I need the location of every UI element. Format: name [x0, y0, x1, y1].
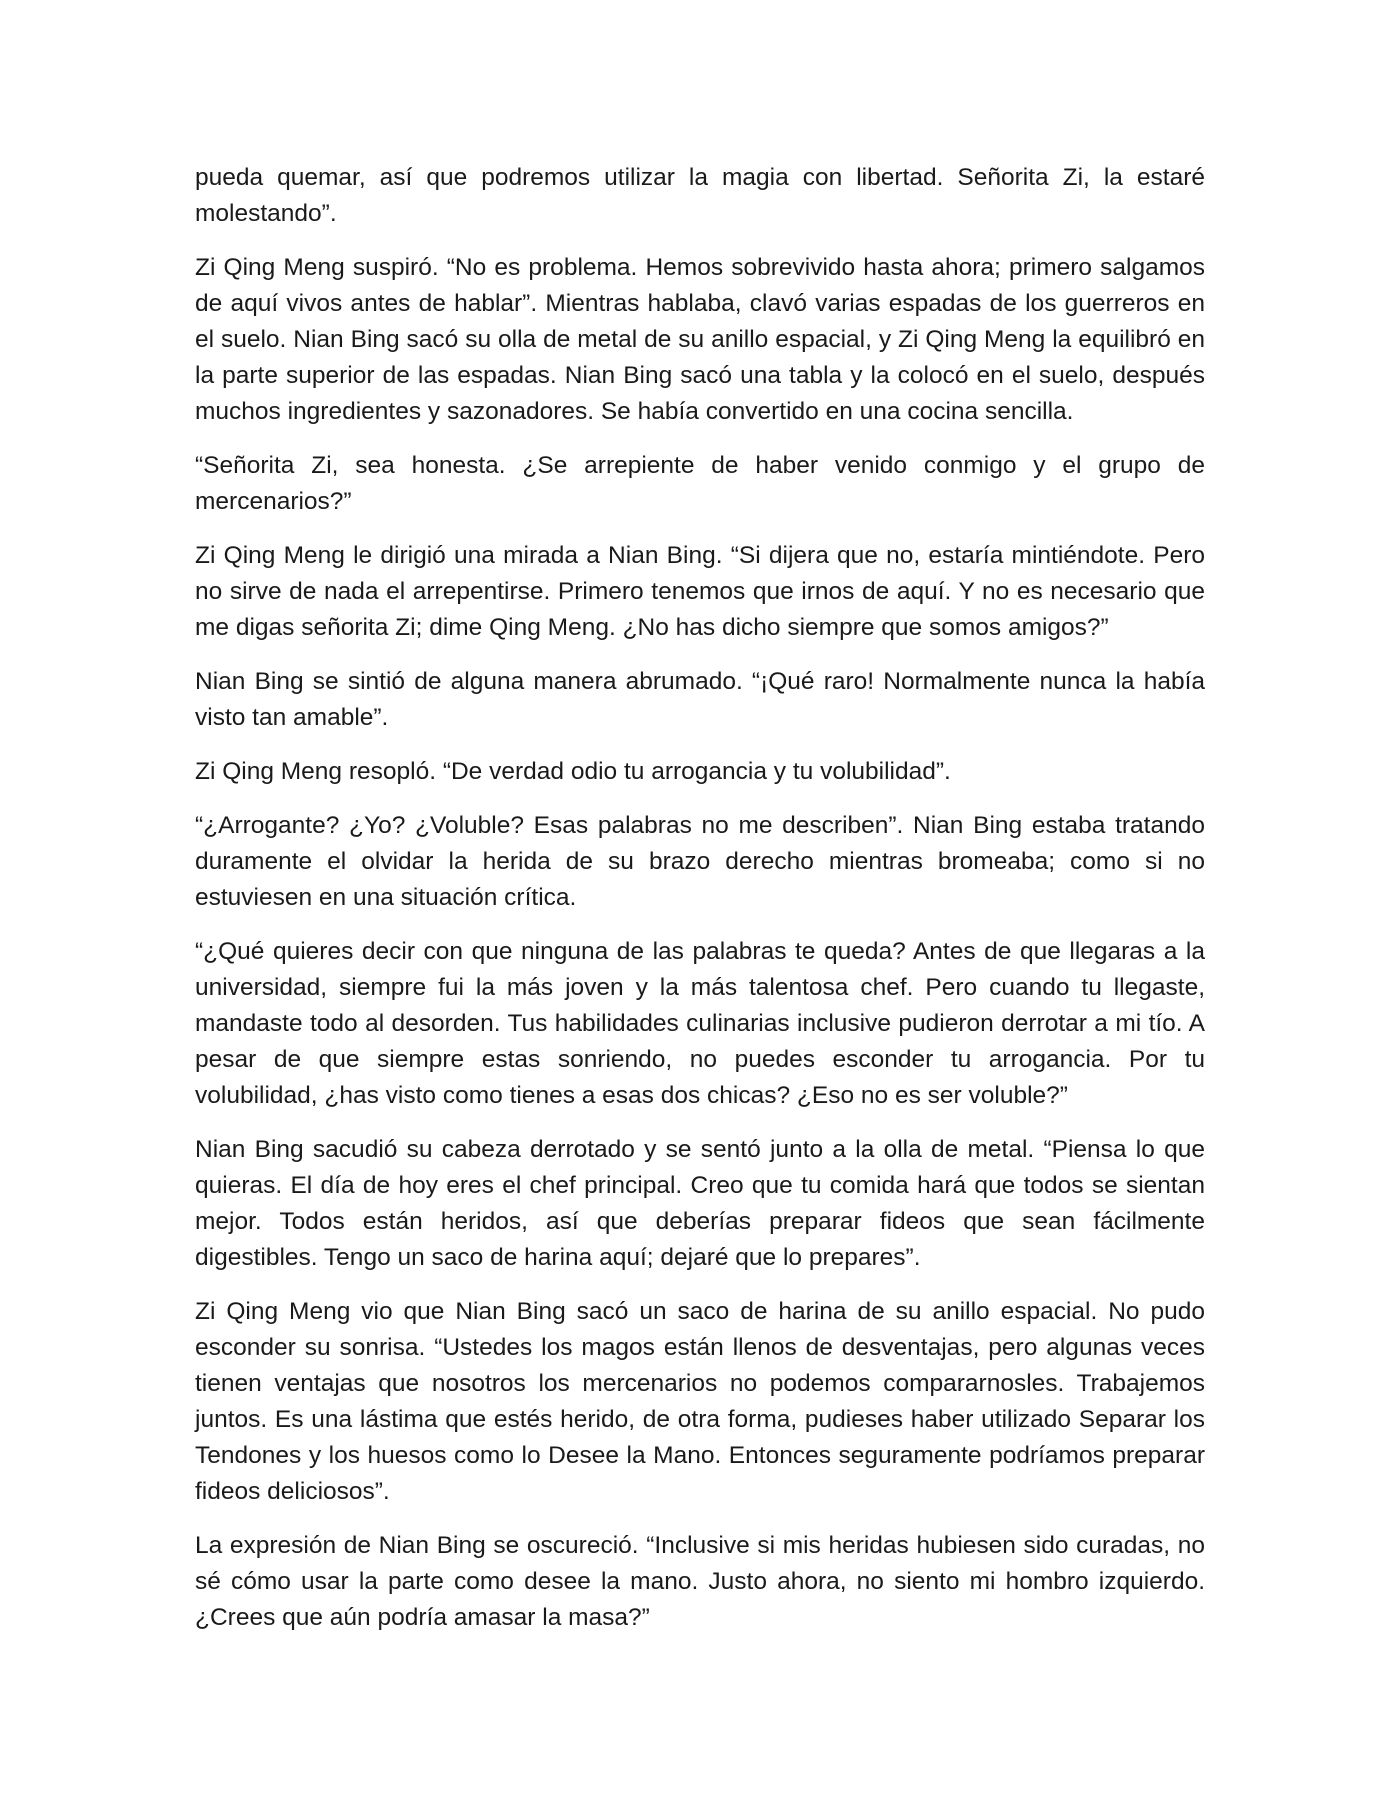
- paragraph: Nian Bing se sintió de alguna manera abrumado. “¡Qué raro! Normalmente nunca la había visto tan amable”.: [195, 668, 1205, 731]
- paragraph: “¿Arrogante? ¿Yo? ¿Voluble? Esas palabras no me describen”. Nian Bing estaba tratando duramente el olvidar la herida de su brazo derecho mientras bromeaba; como si no estuviesen en una situación crítica.: [195, 812, 1205, 911]
- paragraph: La expresión de Nian Bing se oscureció. “Inclusive si mis heridas hubiesen sido curadas, no sé cómo usar la parte como desee la mano. Justo ahora, no siento mi hombro izquierdo. ¿Crees que aún podría amasar la masa?”: [195, 1532, 1205, 1631]
- paragraph: “¿Qué quieres decir con que ninguna de las palabras te queda? Antes de que llegaras a la universidad, siempre fui la más joven y la más talentosa chef. Pero cuando tu llegaste, mandaste todo al desorden. Tus habilidades culinarias inclusive pudieron derrotar a mi tío. A pesar de que siempre estas sonriendo, no puedes esconder tu arrogancia. Por tu volubilidad, ¿has visto como tienes a esas dos chicas? ¿Eso no es ser voluble?”: [195, 938, 1205, 1109]
- paragraph: Zi Qing Meng vio que Nian Bing sacó un saco de harina de su anillo espacial. No pudo esconder su sonrisa. “Ustedes los magos están llenos de desventajas, pero algunas veces tienen ventajas que nosotros los mercenarios no podemos compararnosles. Trabajemos juntos. Es una lástima que estés herido, de otra forma, pudieses haber utilizado Separar los Tendones y los huesos como lo Desee la Mano. Entonces seguramente podríamos preparar fideos deliciosos”.: [195, 1298, 1205, 1505]
- paragraph: Zi Qing Meng le dirigió una mirada a Nian Bing. “Si dijera que no, estaría mintiéndote. Pero no sirve de nada el arrepentirse. Primero tenemos que irnos de aquí. Y no es necesario que me digas señorita Zi; dime Qing Meng. ¿No has dicho siempre que somos amigos?”: [195, 542, 1205, 641]
- paragraph: “Señorita Zi, sea honesta. ¿Se arrepiente de haber venido conmigo y el grupo de mercenarios?”: [195, 452, 1205, 515]
- paragraph: Zi Qing Meng resopló. “De verdad odio tu arrogancia y tu volubilidad”.: [195, 758, 951, 785]
- paragraph: Nian Bing sacudió su cabeza derrotado y se sentó junto a la olla de metal. “Piensa lo que quieras. El día de hoy eres el chef principal. Creo que tu comida hará que todos se sientan mejor. Todos están heridos, así que deberías preparar fideos que sean fácilmente digestibles. Tengo un saco de harina aquí; dejaré que lo prepares”.: [195, 1136, 1205, 1271]
- paragraph: pueda quemar, así que podremos utilizar la magia con libertad. Señorita Zi, la estaré molestando”.: [195, 164, 1205, 227]
- document-body: [195, 160, 1205, 1654]
- paragraph: Zi Qing Meng suspiró. “No es problema. Hemos sobrevivido hasta ahora; primero salgamos de aquí vivos antes de hablar”. Mientras hablaba, clavó varias espadas de los guerreros en el suelo. Nian Bing sacó su olla de metal de su anillo espacial, y Zi Qing Meng la equilibró en la parte superior de las espadas. Nian Bing sacó una tabla y la colocó en el suelo, después muchos ingredientes y sazonadores. Se había convertido en una cocina sencilla.: [195, 254, 1205, 425]
